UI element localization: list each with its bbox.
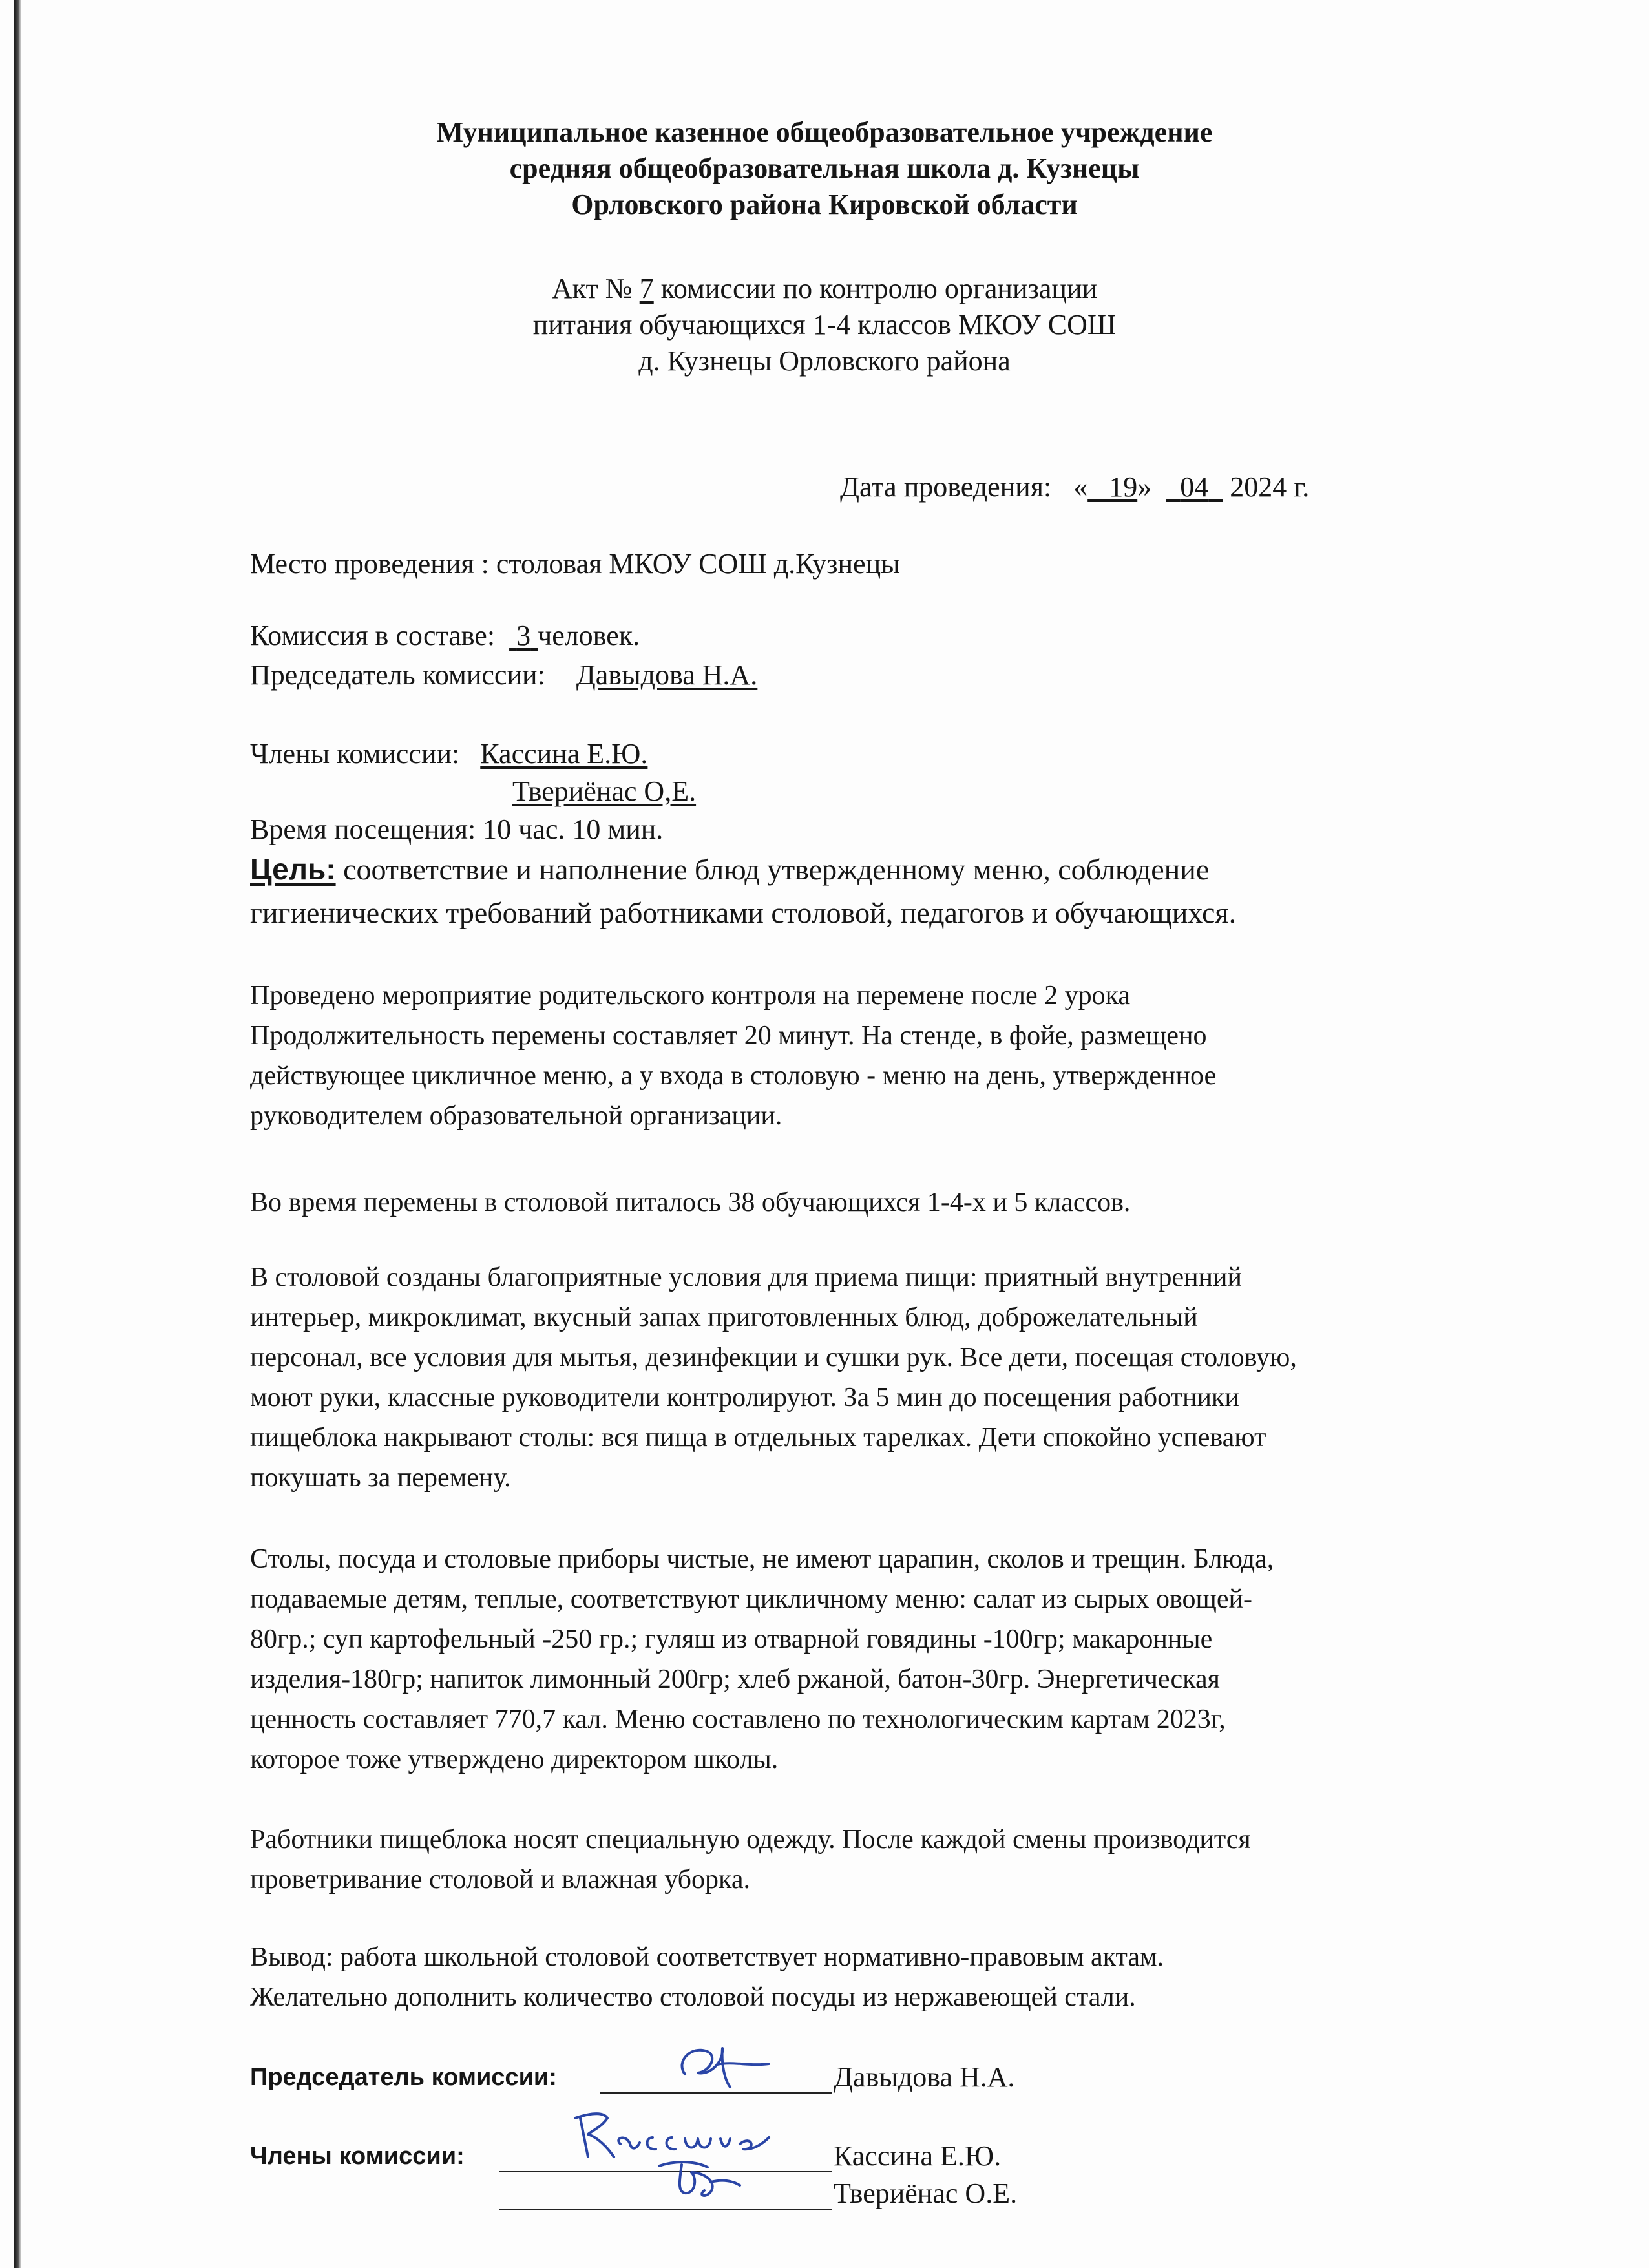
institution-line-1: Муниципальное казенное общеобразовательное учреждение xyxy=(436,116,1213,148)
para4-line-3: 80гр.; суп картофельный -250 гр.; гуляш из отварной говядины -100гр; макаронные xyxy=(250,1624,1213,1654)
goal-line-2: гигиенических требований работниками столовой, педагогов и обучающихся. xyxy=(250,896,1237,929)
conclusion-line-2: Желательно дополнить количество столовой посуды из нержавеющей стали. xyxy=(250,1982,1136,2012)
visit-time-line xyxy=(250,812,663,847)
para4-line-5: ценность составляет 770,7 кал. Меню составлено по технологическим картам 2023г, xyxy=(250,1705,1226,1734)
chair-line xyxy=(250,658,757,693)
institution-line-2: средняя общеобразовательная школа д. Кузнецы xyxy=(509,152,1140,184)
signature-chair-label: Председатель комиссии: xyxy=(250,2064,557,2091)
act-title-line-2: питания обучающихся 1-4 классов МКОУ СОШ xyxy=(532,309,1117,341)
signature-member1-name: Кассина Е.Ю. xyxy=(834,2140,1002,2172)
members-line xyxy=(250,737,647,772)
date-line xyxy=(840,470,1309,505)
place-line: Место проведения : столовая МКОУ СОШ д.Кузнецы xyxy=(250,548,900,580)
chair-signature xyxy=(672,2035,788,2097)
act-prefix: Акт № xyxy=(551,273,640,304)
act-suffix: комиссии по контролю организации xyxy=(653,273,1098,304)
date-close-quote: » xyxy=(1137,471,1152,503)
member-2: Твериёнас О,Е. xyxy=(512,775,697,807)
chair-name: Давыдова Н.А. xyxy=(576,659,758,691)
chair-label: Председатель комиссии: xyxy=(250,659,545,691)
para3-line-2: интерьер, микроклимат, вкусный запах приготовленных блюд, доброжелательный xyxy=(250,1303,1198,1332)
para2-line-1: Во время перемены в столовой питалось 38 обучающихся 1-4-х и 5 классов. xyxy=(250,1188,1131,1217)
para1-line-4: руководителем образовательной организации. xyxy=(250,1101,782,1131)
para4-line-4: изделия-180гр; напиток лимонный 200гр; хлеб ржаной, батон-30гр. Энергетическая xyxy=(250,1664,1220,1694)
para3-line-1: В столовой созданы благоприятные условия для приема пищи: приятный внутренний xyxy=(250,1263,1242,1292)
signature-member2-name: Твериёнас О.Е. xyxy=(834,2178,1018,2209)
visit-time-value: 10 час. 10 мин. xyxy=(483,814,664,845)
para5-line-1: Работники пищеблока носят специальную одежду. После каждой смены производится xyxy=(250,1825,1251,1854)
commission-size-value: 3 xyxy=(516,620,531,651)
para4-line-2: подаваемые детям, теплые, соответствуют цикличному меню: салат из сырых овощей- xyxy=(250,1584,1252,1614)
para1-line-2: Продолжительность перемены составляет 20 минут. На стенде, в фойе, размещено xyxy=(250,1021,1207,1051)
goal-line-1 xyxy=(250,852,1209,887)
para4-line-6: которое тоже утверждено директором школы. xyxy=(250,1745,779,1774)
date-label: Дата проведения: xyxy=(840,471,1052,503)
conclusion-line-1: Вывод: работа школьной столовой соответствует нормативно-правовым актам. xyxy=(250,1942,1164,1972)
institution-line-3: Орловского района Кировской области xyxy=(571,189,1078,220)
commission-size-label: Комиссия в составе: xyxy=(250,620,496,651)
member2-signature-line xyxy=(499,2209,832,2210)
date-day: 19 xyxy=(1109,471,1138,503)
para1-line-3: действующее цикличное меню, а у входа в столовую - меню на день, утвержденное xyxy=(250,1061,1217,1091)
goal-label: Цель: xyxy=(250,852,336,886)
para1-line-1: Проведено мероприятие родительского контроля на перемене после 2 урока xyxy=(250,981,1131,1011)
para3-line-3: персонал, все условия для мытья, дезинфекции и сушки рук. Все дети, посещая столовую, xyxy=(250,1343,1297,1372)
signature-members-label: Члены комиссии: xyxy=(250,2143,465,2170)
para3-line-5: пищеблока накрывают столы: вся пища в отдельных тарелках. Дети спокойно успевают xyxy=(250,1423,1266,1453)
act-title-line-1 xyxy=(0,271,1649,306)
member-1: Кассина Е.Ю. xyxy=(480,738,648,770)
visit-time-label: Время посещения: xyxy=(250,814,476,845)
para3-line-4: моют руки, классные руководители контролируют. За 5 мин до посещения работники xyxy=(250,1383,1239,1412)
members-label: Члены комиссии: xyxy=(250,738,460,770)
act-number: 7 xyxy=(639,273,654,304)
para3-line-6: покушать за перемену. xyxy=(250,1463,511,1493)
date-year: 2024 г. xyxy=(1230,471,1310,503)
para4-line-1: Столы, посуда и столовые приборы чистые, не имеют царапин, сколов и трещин. Блюда, xyxy=(250,1544,1274,1574)
goal-text-1: соответствие и наполнение блюд утвержденному меню, соблюдение xyxy=(343,853,1210,886)
commission-size-unit: человек. xyxy=(538,620,640,651)
signature-chair-name: Давыдова Н.А. xyxy=(834,2061,1015,2093)
act-title-line-3: д. Кузнецы Орловского района xyxy=(638,345,1011,377)
date-open-quote: « xyxy=(1073,471,1088,503)
para5-line-2: проветривание столовой и влажная уборка. xyxy=(250,1865,750,1895)
commission-size-line xyxy=(250,618,640,653)
date-month: 04 xyxy=(1180,471,1209,503)
member2-signature xyxy=(646,2153,750,2205)
